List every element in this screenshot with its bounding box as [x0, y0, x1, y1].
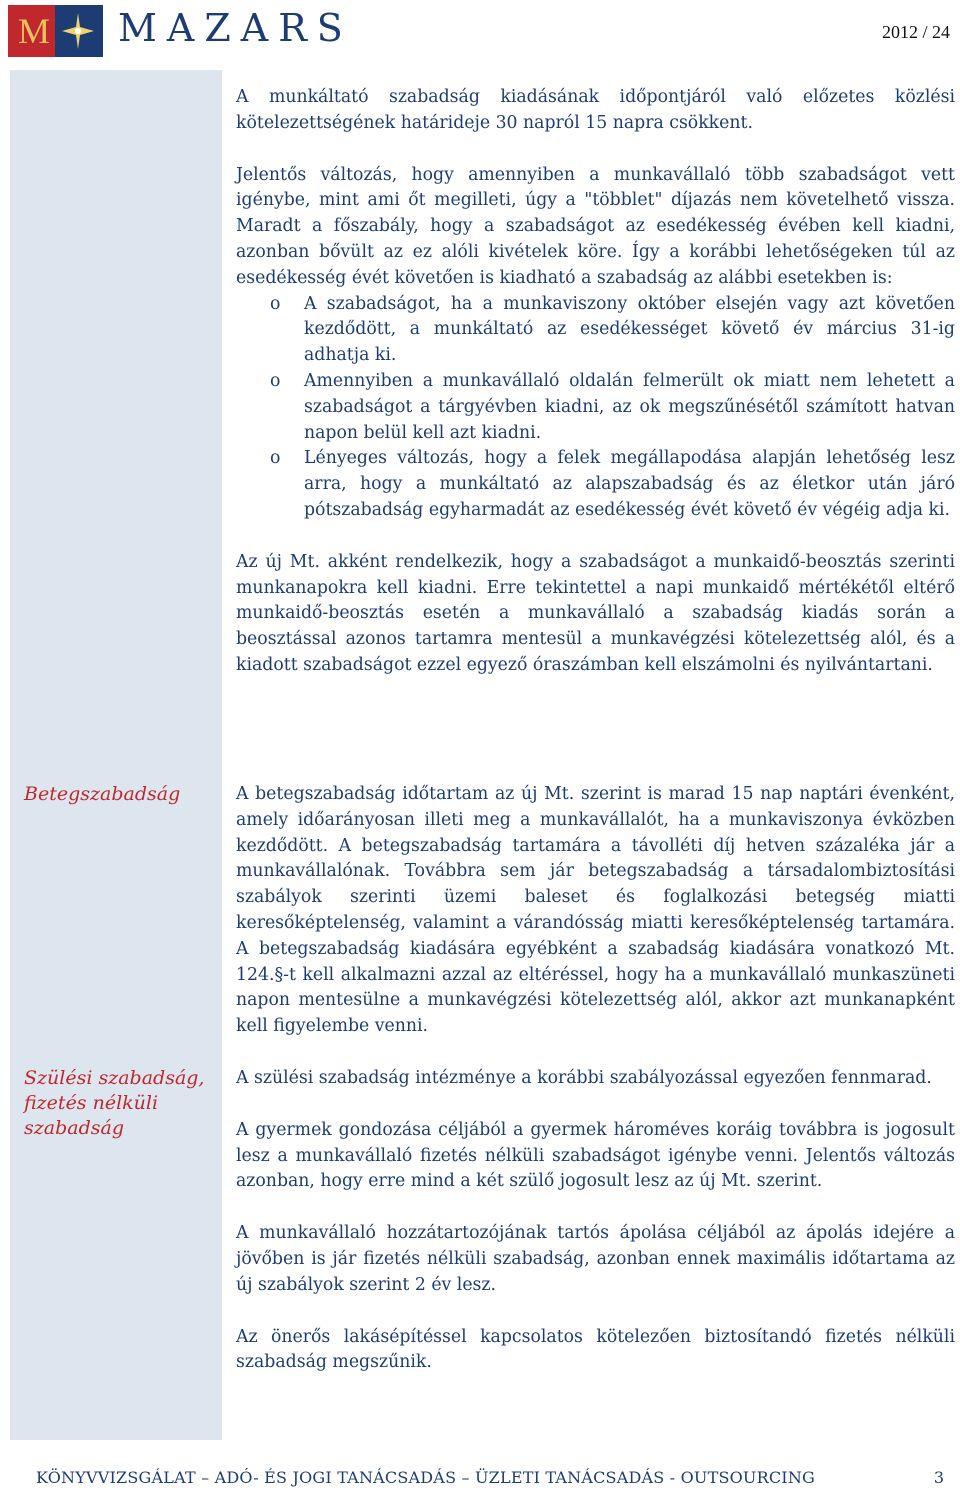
paragraph: A munkáltató szabadság kiadásának időpontjáról való előzetes közlési kötelezettségének határideje 30 napról 15 napra csökkent. [236, 87, 955, 133]
paragraph: A betegszabadság időtartam az új Mt. szerint is marad 15 nap naptári évenként, amely időarányosan illeti meg a munkavállalót, ha a munkaviszonya évközben kezdődött. A betegszabadság tartamára a távolléti díj hetven százaléka jár a munkavállalónak. Továbbra sem jár betegszabadság a társadalombiztosítási szabályok szerinti üzemi baleset és foglalkozási betegség miatti keresőképtelenség, valamint a várandósság miatti keresőképtelenség tartamára. A betegszabadság kiadására egyébként a szabadság kiadására vonatkozó Mt. 124.§-t kell alkalmazni azzal az eltéréssel, hogy ha a munkavállaló munkaszüneti napon mentesülne a munkavégzési kötelezettség alól, akkor azt munkanapként kell figyelembe venni. [236, 784, 955, 1037]
footer-services: KÖNYVVIZSGÁLAT – ADÓ- ÉS JOGI TANÁCSADÁS – ÜZLETI TANÁCSADÁS - OUTSOURCING [36, 1468, 815, 1487]
paragraph: Az önerős lakásépítéssel kapcsolatos kötelezően biztosítandó fizetés nélküli szabadság megszűnik. [236, 1326, 955, 1373]
bullet-list [236, 292, 955, 524]
list-item [236, 292, 955, 369]
paragraph: A szülési szabadság intézménye a korábbi szabályozással egyezően fennmarad. [236, 1068, 932, 1088]
list-item-text: A szabadságot, ha a munkaviszony október elsején vagy azt követően kezdődött, a munkáltató az esedékességet követő év március 31-ig adhatja ki. [304, 293, 955, 366]
issue-number: 2012 / 24 [881, 22, 950, 42]
logo-letter: M [18, 11, 51, 51]
mazars-logo-icon [8, 5, 103, 57]
section-label-betegszabadsag: Betegszabadság [24, 783, 181, 805]
paragraph: Az új Mt. akként rendelkezik, hogy a szabadságot a munkaidő-beosztás szerinti munkanapokra kell kiadni. Erre tekintettel a napi munkaidő mértékétől eltérő munkaidő-beosztás esetén a munkavállaló a szabadság kiadás során a beosztással azonos tartamra mentesül a munkavégzési kötelezettség alól, és a kiadott szabadságot ezzel egyező óraszámban kell elszámolni és nyilvántartani. [236, 551, 955, 675]
side-band [10, 70, 222, 1440]
section1-body [236, 85, 955, 679]
page-header [0, 0, 960, 62]
bullet-marker: o [270, 448, 281, 469]
section3-body [236, 1066, 955, 1376]
logo-wordmark: MAZARS [118, 6, 353, 50]
list-item [236, 369, 955, 446]
list-item [236, 446, 955, 523]
list-item-text: Lényeges változás, hogy a felek megállapodása alapján lehetőség lesz arra, hogy a munkáltató az alapszabadság és az életkor után járó pótszabadság egyharmadát az esedékesség évét követő év végéig adja ki. [304, 448, 955, 520]
bullet-marker: o [270, 293, 281, 314]
list-item-text: Amennyiben a munkavállaló oldalán felmerült ok miatt nem lehetett a szabadságot a tárgyévben kiadni, az ok megszűnésétől számított hatvan napon belül kell azt kiadni. [304, 370, 955, 443]
section-label-szulesi-szabadsag: Szülési szabadság, fizetés nélküli szabadság [24, 1067, 205, 1139]
bullet-marker: o [270, 370, 281, 391]
page-number: 3 [933, 1468, 944, 1487]
paragraph: A gyermek gondozása céljából a gyermek hároméves koráig továbbra is jogosult lesz a munkavállaló fizetés nélküli szabadságot igénybe venni. Jelentős változás azonban, hogy erre mind a két szülő jogosult lesz az új Mt. szerint. [236, 1119, 955, 1192]
section2-body [236, 782, 955, 1040]
paragraph: A munkavállaló hozzátartozójának tartós ápolása céljából az ápolás idejére a jövőben is jár fizetés nélküli szabadság, azonban ennek maximális időtartama az új szabályok szerint 2 év lesz. [236, 1223, 955, 1295]
paragraph: Jelentős változás, hogy amennyiben a munkavállaló több szabadságot vett igénybe, mint ami őt megilleti, úgy a "többlet" díjazás nem követelhető vissza. Maradt a főszabály, hogy a szabadságot az esedékesség évében kell kiadni, azonban bővült az ez alóli kivételek köre. Így a korábbi lehetőségeken túl az esedékesség évét követően is kiadható a szabadság az alábbi esetekben is: [236, 164, 955, 288]
